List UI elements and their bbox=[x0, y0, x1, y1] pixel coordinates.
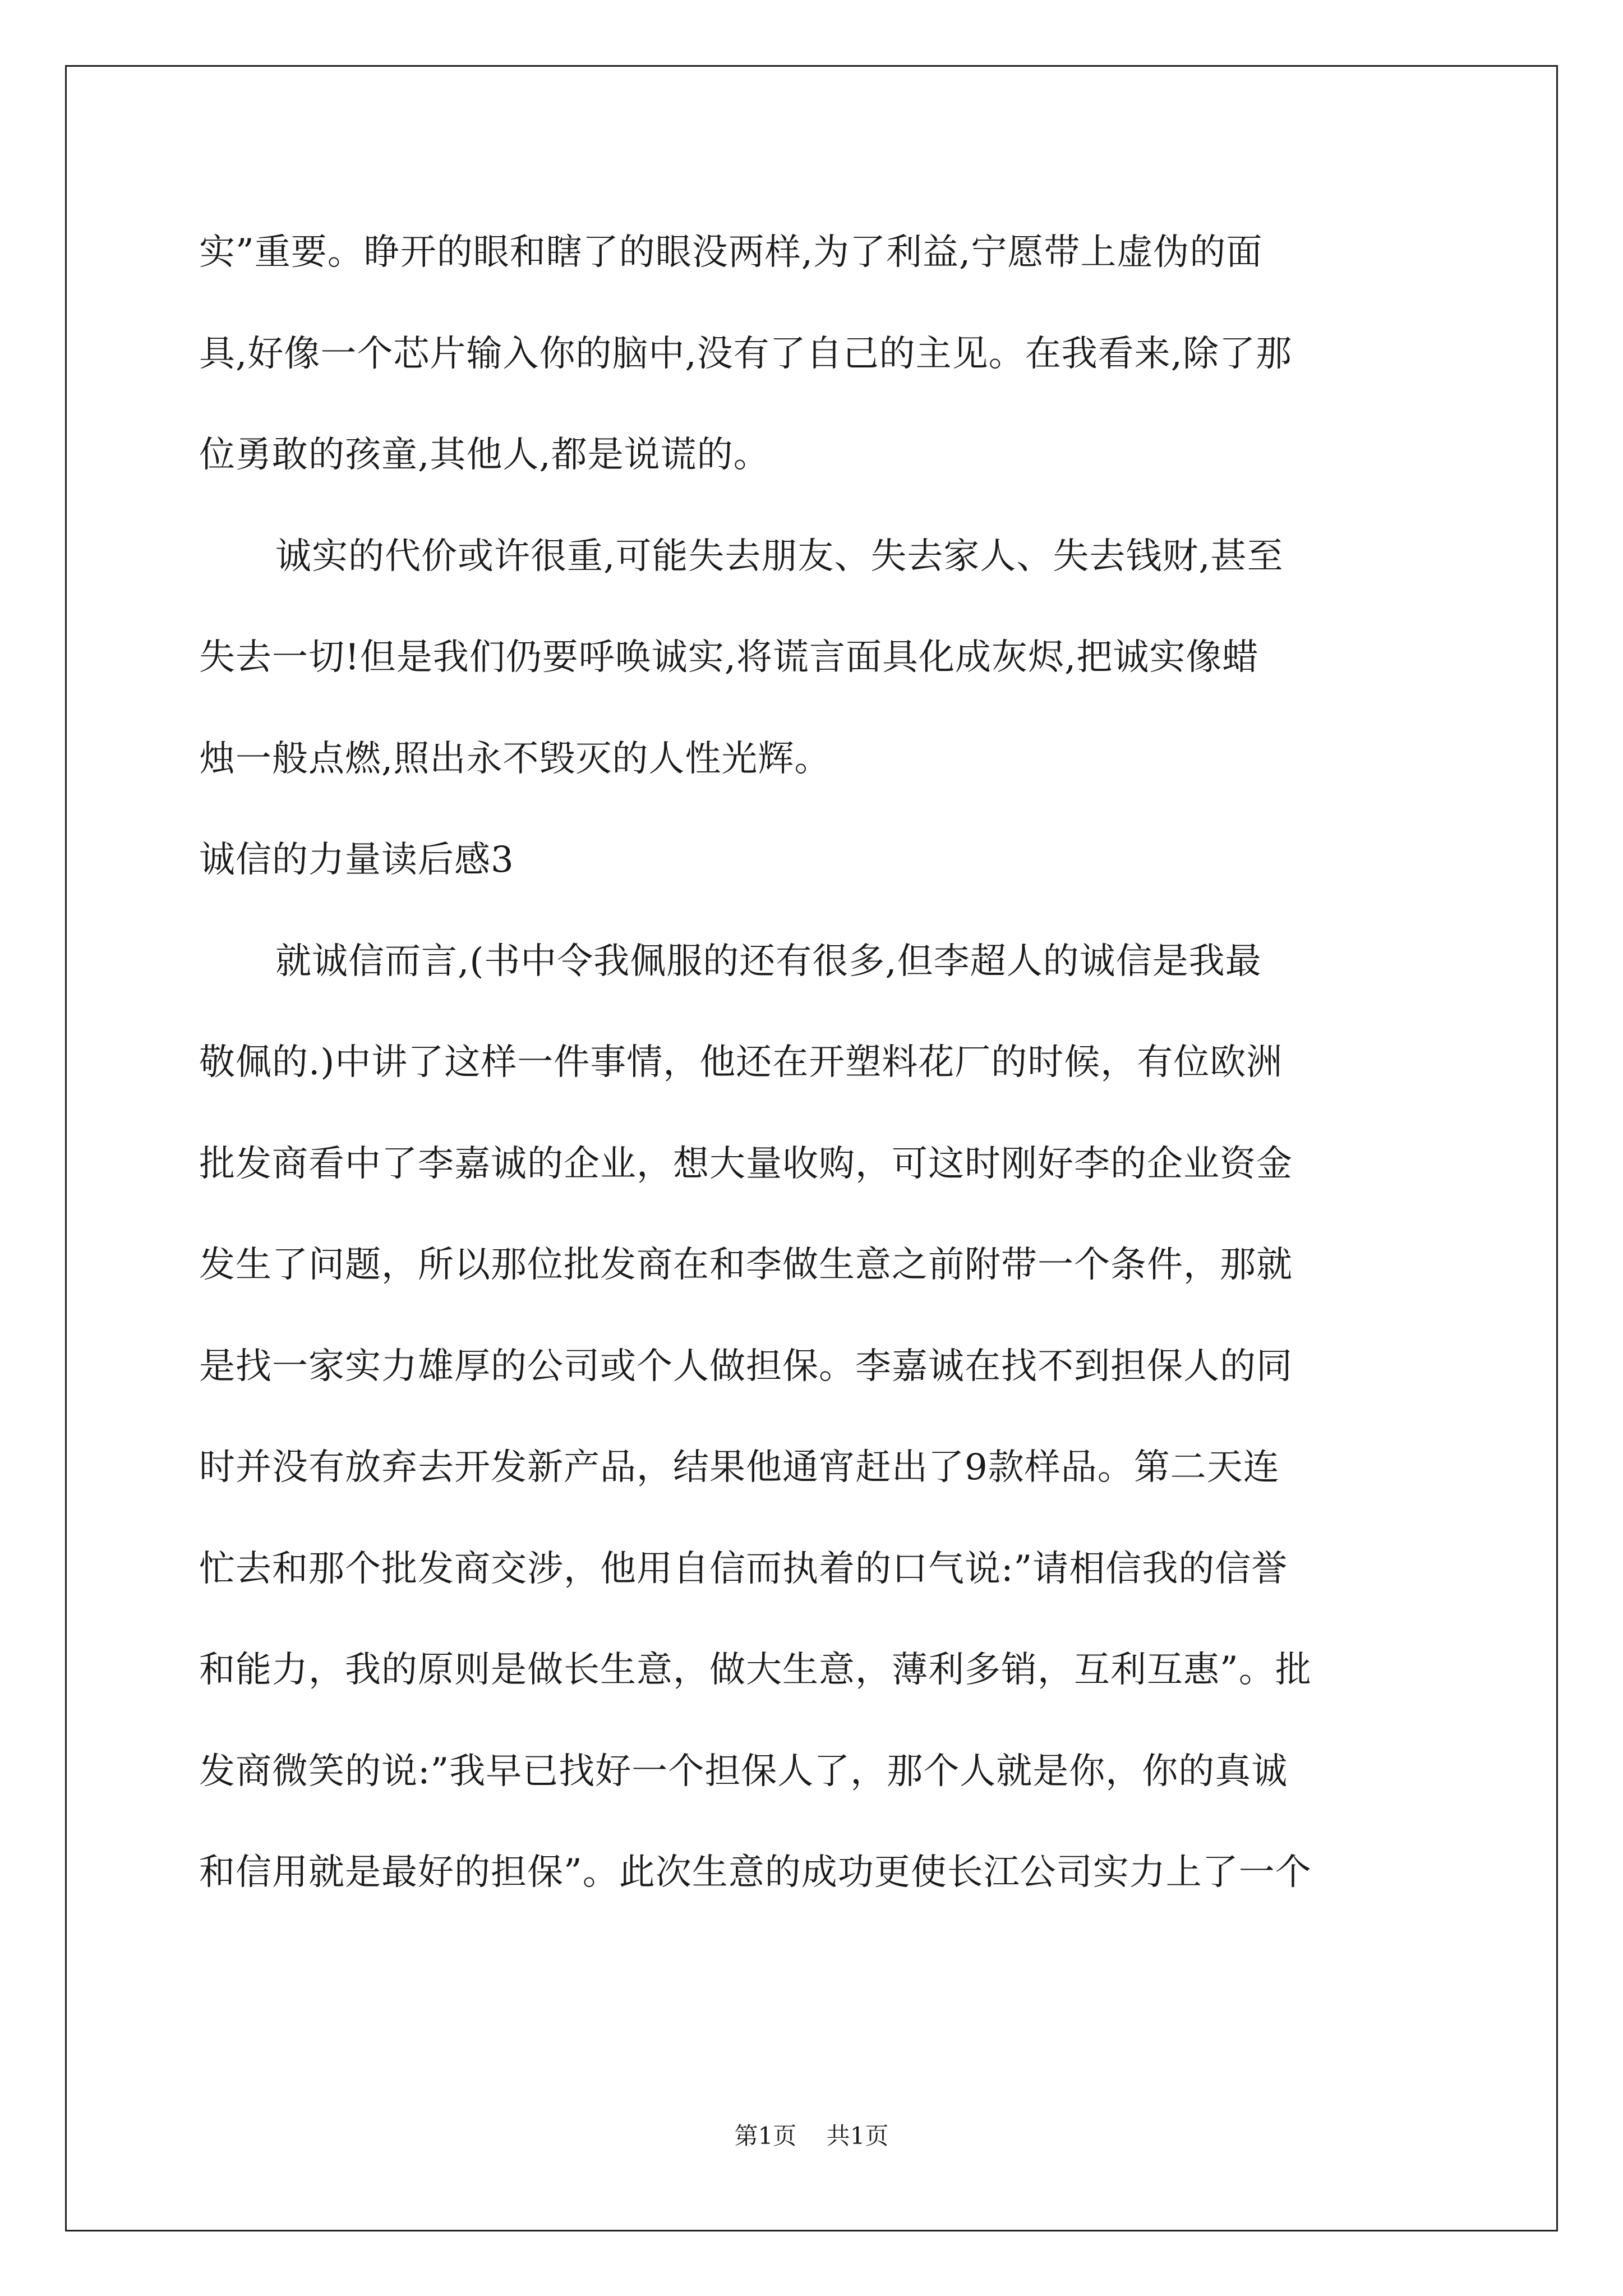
text-line: 敬佩的.)中讲了这样一件事情，他还在开塑料花厂的时候，有位欧洲 bbox=[199, 1042, 1283, 1083]
text-line: 批发商看中了李嘉诚的企业，想大量收购，可这时刚好李的企业资金 bbox=[199, 1143, 1293, 1185]
text-line: 失去一切!但是我们仍要呼唤诚实,将谎言面具化成灰烬,把诚实像蜡 bbox=[199, 637, 1259, 678]
text-line: 忙去和那个批发商交涉，他用自信而执着的口气说:”请相信我的信誉 bbox=[199, 1548, 1288, 1590]
text-line: 烛一般点燃,照出永不毁灭的人性光辉。 bbox=[199, 738, 831, 780]
document-body bbox=[199, 202, 1416, 1924]
text-line: 是找一家实力雄厚的公司或个人做担保。李嘉诚在找不到担保人的同 bbox=[199, 1345, 1293, 1387]
section-heading: 诚信的力量读后感3 bbox=[199, 839, 514, 881]
text-line: 和能力，我的原则是做长生意，做大生意，薄利多销，互利互惠”。批 bbox=[199, 1649, 1312, 1691]
text-line: 就诚信而言,(书中令我佩服的还有很多,但李超人的诚信是我最 bbox=[275, 940, 1262, 982]
text-line: 位勇敢的孩童,其他人,都是说谎的。 bbox=[199, 434, 770, 476]
text-line: 实”重要。睁开的眼和瞎了的眼没两样,为了利益,宁愿带上虚伪的面 bbox=[199, 232, 1263, 273]
text-line: 发商微笑的说:”我早已找好一个担保人了，那个人就是你，你的真诚 bbox=[199, 1750, 1288, 1792]
text-line: 和信用就是最好的担保”。此次生意的成功更使长江公司实力上了一个 bbox=[199, 1852, 1312, 1893]
text-line: 发生了问题，所以那位批发商在和李做生意之前附带一个条件，那就 bbox=[199, 1244, 1293, 1286]
text-line: 时并没有放弃去开发新产品，结果他通宵赶出了9款样品。第二天连 bbox=[199, 1447, 1280, 1488]
text-line: 具,好像一个芯片输入你的脑中,没有了自己的主见。在我看来,除了那 bbox=[199, 333, 1293, 375]
page-footer: 第1页 共1页 bbox=[734, 2122, 889, 2150]
text-line: 诚实的代价或许很重,可能失去朋友、失去家人、失去钱财,甚至 bbox=[275, 535, 1284, 577]
